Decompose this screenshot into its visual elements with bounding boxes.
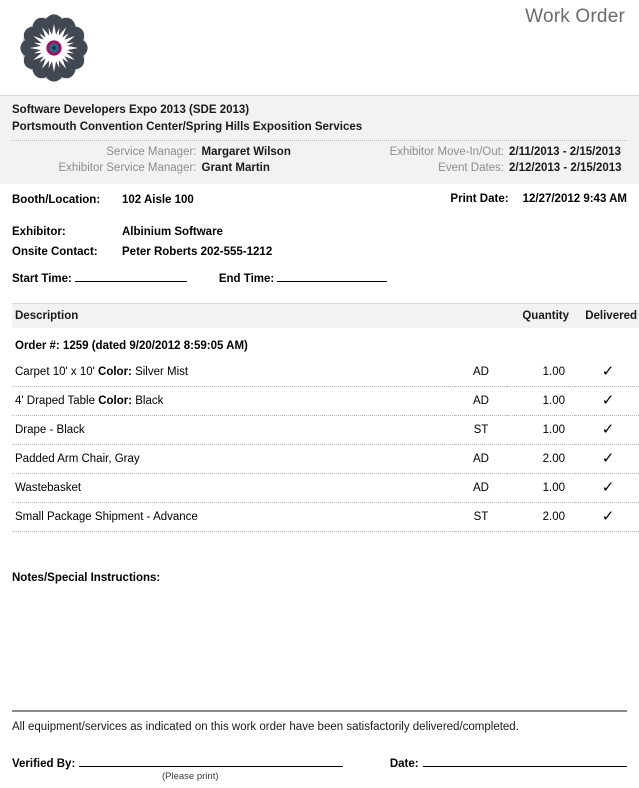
cell-description bbox=[12, 503, 455, 532]
cell-type: AD bbox=[455, 474, 507, 503]
start-time-label: Start Time: bbox=[12, 273, 72, 285]
checkmark-icon: ✓ bbox=[601, 449, 615, 467]
cell-quantity: 1.00 bbox=[507, 358, 575, 387]
cell-type: ST bbox=[455, 416, 507, 445]
cell-delivered bbox=[575, 503, 639, 532]
items-header-row bbox=[12, 304, 639, 329]
item-description: Wastebasket bbox=[15, 482, 82, 494]
cell-delivered bbox=[575, 445, 639, 474]
item-description: Small Package Shipment - Advance bbox=[15, 511, 198, 523]
checkmark-icon: ✓ bbox=[601, 362, 615, 380]
cell-delivered bbox=[575, 416, 639, 445]
cell-type: AD bbox=[455, 387, 507, 416]
event-dates-row bbox=[320, 160, 628, 176]
masthead bbox=[0, 0, 639, 95]
cell-quantity: 2.00 bbox=[507, 445, 575, 474]
exhibitor-service-manager-row bbox=[12, 160, 320, 176]
table-row bbox=[12, 416, 639, 445]
cell-description bbox=[12, 474, 455, 503]
event-info-band bbox=[0, 95, 639, 184]
cell-quantity: 1.00 bbox=[507, 416, 575, 445]
notes-section bbox=[0, 532, 639, 584]
cell-type: ST bbox=[455, 503, 507, 532]
booth-exhibitor-info bbox=[0, 184, 639, 265]
date-label: Date: bbox=[389, 758, 419, 770]
items-table-wrap bbox=[0, 303, 639, 532]
item-attribute-value: Black bbox=[132, 395, 164, 407]
start-time-input[interactable] bbox=[75, 271, 187, 282]
end-time-label: End Time: bbox=[218, 273, 275, 285]
manager-grid bbox=[12, 144, 627, 176]
cell-type: AD bbox=[455, 358, 507, 387]
move-in-out-value: 2/11/2013 - 2/15/2013 bbox=[509, 146, 621, 158]
band-divider bbox=[12, 140, 627, 141]
table-row bbox=[12, 474, 639, 503]
cell-quantity: 1.00 bbox=[507, 474, 575, 503]
cell-quantity: 1.00 bbox=[507, 387, 575, 416]
manager-column-left bbox=[12, 144, 320, 176]
service-manager-row bbox=[12, 144, 320, 160]
info-spacer bbox=[12, 213, 627, 225]
column-header-delivered: Delivered bbox=[575, 304, 639, 329]
table-row bbox=[12, 445, 639, 474]
cell-description bbox=[12, 445, 455, 474]
item-description: 4' Draped Table bbox=[15, 395, 99, 407]
item-description: Carpet 10' x 10' bbox=[15, 366, 99, 378]
cell-delivered bbox=[575, 387, 639, 416]
daisy-flower-logo-icon bbox=[14, 8, 94, 88]
booth-value: 102 Aisle 100 bbox=[122, 194, 194, 206]
booth-label: Booth/Location: bbox=[12, 194, 101, 206]
item-attribute-label: Color: bbox=[98, 395, 133, 407]
exhibitor-service-manager-value: Grant Martin bbox=[201, 162, 270, 174]
please-print-hint: (Please print) bbox=[162, 771, 219, 782]
item-attribute-label: Color: bbox=[98, 366, 132, 378]
signature-row bbox=[12, 755, 627, 770]
checkmark-icon: ✓ bbox=[601, 391, 615, 409]
service-manager-value: Margaret Wilson bbox=[201, 146, 291, 158]
column-header-description: Description bbox=[12, 304, 455, 329]
date-input[interactable] bbox=[423, 755, 627, 767]
footer bbox=[0, 710, 639, 788]
item-description: Drape - Black bbox=[15, 424, 85, 436]
onsite-contact-row bbox=[12, 245, 627, 265]
cell-delivered bbox=[575, 358, 639, 387]
verified-by-input[interactable] bbox=[79, 755, 342, 767]
exhibitor-label: Exhibitor: bbox=[12, 226, 66, 238]
cell-description bbox=[12, 387, 455, 416]
column-header-quantity: Quantity bbox=[507, 304, 575, 329]
checkmark-icon: ✓ bbox=[601, 478, 615, 496]
cell-description bbox=[12, 358, 455, 387]
checkmark-icon: ✓ bbox=[601, 420, 615, 438]
service-manager-label: Service Manager: bbox=[106, 146, 197, 158]
onsite-contact-label: Onsite Contact: bbox=[12, 246, 98, 258]
table-row bbox=[12, 503, 639, 532]
item-description: Padded Arm Chair, Gray bbox=[15, 453, 140, 465]
event-name: Software Developers Expo 2013 (SDE 2013) bbox=[12, 104, 250, 116]
table-row bbox=[12, 387, 639, 416]
items-table bbox=[12, 303, 639, 532]
exhibitor-value: Albinium Software bbox=[122, 226, 223, 238]
move-in-out-row bbox=[320, 144, 628, 160]
item-attribute-value: Silver Mist bbox=[131, 366, 189, 378]
move-in-out-label: Exhibitor Move-In/Out: bbox=[389, 146, 504, 158]
exhibitor-service-manager-label: Exhibitor Service Manager: bbox=[58, 162, 197, 174]
checkmark-icon: ✓ bbox=[601, 507, 615, 525]
items-table-body bbox=[12, 329, 639, 532]
event-venue: Portsmouth Convention Center/Spring Hills Exposition Services bbox=[12, 121, 363, 133]
items-table-head bbox=[12, 304, 639, 329]
print-date-row bbox=[450, 193, 627, 205]
event-dates-value: 2/12/2013 - 2/15/2013 bbox=[509, 162, 622, 174]
print-date-value: 12/27/2012 9:43 AM bbox=[522, 193, 627, 205]
times-row bbox=[0, 265, 639, 285]
footer-divider bbox=[12, 710, 627, 712]
cell-description bbox=[12, 416, 455, 445]
column-header-type bbox=[455, 304, 507, 329]
verified-by-label: Verified By: bbox=[12, 758, 76, 770]
cell-type: AD bbox=[455, 445, 507, 474]
notes-label: Notes/Special Instructions: bbox=[12, 572, 161, 584]
onsite-contact-value: Peter Roberts 202-555-1212 bbox=[122, 246, 273, 258]
footer-statement: All equipment/services as indicated on this work order have been satisfactorily delivered/completed. bbox=[12, 721, 519, 733]
cell-quantity: 2.00 bbox=[507, 503, 575, 532]
order-heading: Order #: 1259 (dated 9/20/2012 8:59:05 AM) bbox=[15, 340, 248, 352]
manager-column-right bbox=[320, 144, 628, 176]
event-dates-label: Event Dates: bbox=[438, 162, 504, 174]
cell-delivered bbox=[575, 474, 639, 503]
end-time-input[interactable] bbox=[277, 271, 387, 282]
table-row bbox=[12, 358, 639, 387]
print-date-label: Print Date: bbox=[450, 193, 509, 205]
page-title: Work Order bbox=[525, 6, 625, 27]
order-heading-row bbox=[12, 329, 639, 359]
exhibitor-row bbox=[12, 225, 627, 245]
